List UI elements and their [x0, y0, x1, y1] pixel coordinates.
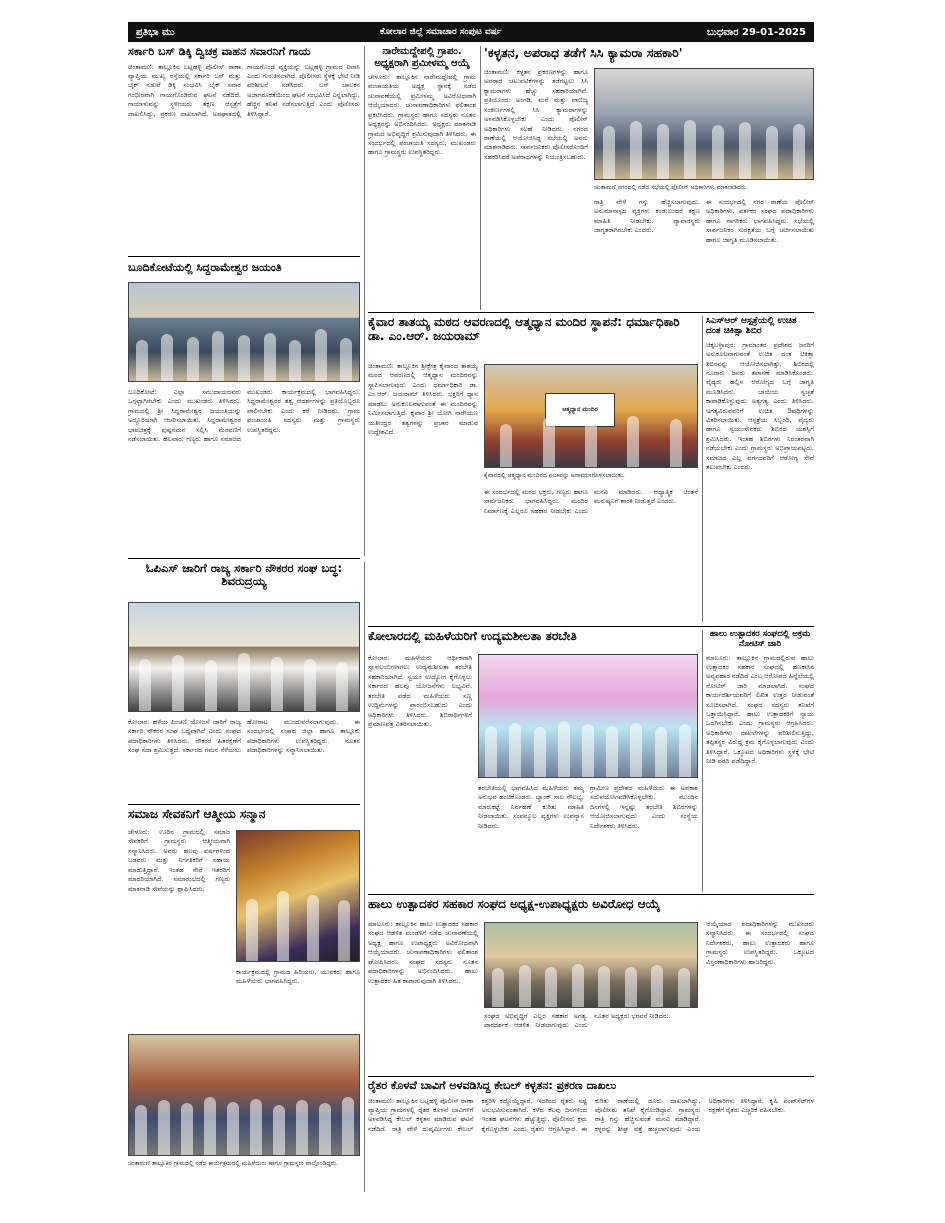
photo-felicitation	[128, 602, 360, 712]
paper-title: ಕೋಲಾರ ಜಿಲ್ಲೆ ಸಮಾಚಾರ ಸಂಪುಟ ವರ್ಷ	[380, 27, 502, 37]
column-divider	[364, 562, 365, 1192]
photo-police-meeting	[594, 68, 814, 180]
headline: ಸಮಾಜ ಸೇವಕನಿಗೆ ಆತ್ಮೀಯ ಸನ್ಮಾನ	[128, 808, 266, 821]
article-body-end: ಆಯ್ಕೆಯಾದ ಪದಾಧಿಕಾರಿಗಳನ್ನು ಮುಖಂಡರು ಸನ್ಮಾನಿಸಿದರು. ಈ ಸಂದರ್ಭದಲ್ಲಿ ಸಂಘದ ನಿರ್ದೇಶಕರು, ಹಾಲು ಉತ್ಪಾದಕರು ಹಾಗೂ ಗ್ರಾಮಸ್ಥರು ಉಪಸ್ಥಿತರಿದ್ದರು. ಒಕ್ಕೂಟದ ವಿಸ್ತರಣಾಧಿಕಾರಿಗಳು ಹಾಜರಿದ್ದರು.	[706, 920, 814, 966]
photo-elected-members	[484, 922, 698, 1008]
article-body-continued: ಕಾರ್ಯಕ್ರಮದಲ್ಲಿ ಗ್ರಾಮದ ಹಿರಿಯರು, ಯುವಕರು ಹಾಗೂ ಮಹಿಳೆಯರು ಭಾಗವಹಿಸಿದ್ದರು.	[236, 968, 360, 986]
article-body-end: ಈ ಸಂದರ್ಭದಲ್ಲಿ ನಗರ ಠಾಣೆಯ ಪೊಲೀಸ್ ಅಧಿಕಾರಿಗಳು, ವರ್ತಕರ ಸಂಘದ ಪದಾಧಿಕಾರಿಗಳು ಹಾಗೂ ನಾಗರಿಕರು ಭಾಗವಹಿಸಿದ್ದರು. ಸಭೆಯಲ್ಲಿ ಸಾರ್ವಜನಿಕರ ಸುರಕ್ಷತೆಯ ಬಗ್ಗೆ ಚರ್ಚಿಸಲಾಯಿತು ಹಾಗೂ ಜಾಗೃತಿ ಮೂಡಿಸಲಾಯಿತು.	[706, 198, 814, 244]
divider	[128, 558, 360, 559]
article-ops-employees-union	[128, 562, 360, 802]
article-body: ಚೇಳೂರು: ತಾಲ್ಲೂಕಿನ ನಾರೇಮದ್ದೇಪಲ್ಲಿ ಗ್ರಾಮ ಪಂಚಾಯತಿಯ ಅಧ್ಯಕ್ಷ ಸ್ಥಾನಕ್ಕೆ ನಡೆದ ಚುನಾವಣೆಯಲ್ಲಿ ಪ್ರಮೀಳಮ್ಮ ಅವಿರೋಧವಾಗಿ ಆಯ್ಕೆಯಾದರು. ಚುನಾವಣಾಧಿಕಾರಿಗಳು ಫಲಿತಾಂಶ ಪ್ರಕಟಿಸಿದರು. ಗ್ರಾಮಸ್ಥರು ಹಾಗೂ ಸದಸ್ಯರು ನೂತನ ಅಧ್ಯಕ್ಷರನ್ನು ಅಭಿನಂದಿಸಿದರು. ಅಧ್ಯಕ್ಷರು ಮಾತನಾಡಿ ಗ್ರಾಮದ ಅಭಿವೃದ್ಧಿಗೆ ಶ್ರಮಿಸುವುದಾಗಿ ತಿಳಿಸಿದರು. ಈ ಸಂದರ್ಭದಲ್ಲಿ ಪಂಚಾಯತಿ ಸದಸ್ಯರು, ಮುಖಂಡರು ಹಾಗೂ ಗ್ರಾಮಸ್ಥರು ಉಪಸ್ಥಿತರಿದ್ದರು.	[368, 73, 476, 157]
article-milk-society-notice	[706, 630, 814, 892]
headline: ಹಾಲು ಉತ್ಪಾದಕರ ಸಹಕಾರ ಸಂಘದ ಅಧ್ಯಕ್ಷ-ಉಪಾಧ್ಯಕ್ಷರು ಅವಿರೋಧ ಆಯ್ಕೆ	[368, 898, 661, 911]
headline: ಕೈವಾರ ತಾತಯ್ಯ ಮಠದ ಆವರಣದಲ್ಲಿ ಆತ್ಮಧ್ಯಾನ ಮಂದಿರ ಸ್ಥಾಪನೆ: ಧರ್ಮಾಧಿಕಾರಿ ಡಾ. ಎಂ.ಆರ್. ಜಯರಾಮ್	[368, 316, 680, 343]
column-divider	[480, 46, 481, 310]
article-body: ಚಿಂತಾಮಣಿ: ತಾಲ್ಲೂಕಿನ ಶ್ರೀಕ್ಷೇತ್ರ ಕೈವಾರದ ತಾತಯ್ಯ ಮಠದ ಆವರಣದಲ್ಲಿ ಆತ್ಮಧ್ಯಾನ ಮಂದಿರವನ್ನು ಸ್ಥಾಪಿಸಲಾಗುವುದು ಎಂದು ಧರ್ಮಾಧಿಕಾರಿ ಡಾ. ಎಂ.ಆರ್. ಜಯರಾಮ್ ತಿಳಿಸಿದರು. ಭಕ್ತರಿಗೆ ಧ್ಯಾನ ಮಾಡಲು ಅನುಕೂಲವಾಗುವಂತೆ ಈ ಮಂದಿರವನ್ನು ನಿರ್ಮಿಸಲಾಗುತ್ತಿದೆ. ಕೈವಾರ ಶ್ರೀ ಯೋಗಿ ನಾರೇಯಣ ಯತೀಂದ್ರರ ತತ್ವಗಳನ್ನು ಪ್ರಚಾರ ಮಾಡುವ ಉದ್ದೇಶವಿದೆ.	[368, 362, 478, 436]
column-divider	[364, 46, 365, 556]
headline: ನಾರೇಮದ್ದೇಪಲ್ಲಿ ಗ್ರಾಪಂ. ಅಧ್ಯಕ್ಷರಾಗಿ ಪ್ರಮೀಳಮ್ಮ ಆಯ್ಕೆ	[374, 46, 470, 69]
article-body: ಮಾಲೂರು: ತಾಲ್ಲೂಕಿನ ಹಾಲು ಉತ್ಪಾದಕರ ಸಹಕಾರ ಸಂಘದ ಆಡಳಿತ ಮಂಡಳಿಗೆ ನಡೆದ ಚುನಾವಣೆಯಲ್ಲಿ ಅಧ್ಯಕ್ಷ ಹಾಗೂ ಉಪಾಧ್ಯಕ್ಷರು ಅವಿರೋಧವಾಗಿ ಆಯ್ಕೆಯಾದರು. ಚುನಾವಣಾಧಿಕಾರಿಗಳು ಫಲಿತಾಂಶ ಘೋಷಿಸಿದರು. ಸಂಘದ ಸದಸ್ಯರು ನೂತನ ಪದಾಧಿಕಾರಿಗಳನ್ನು ಅಭಿನಂದಿಸಿದರು. ಹಾಲು ಉತ್ಪಾದಕರ ಹಿತ ಕಾಪಾಡುವುದಾಗಿ ತಿಳಿಸಿದರು.	[368, 920, 478, 985]
article-body: ಚೇಳೂರು: ಊರಿನ ಗ್ರಾಮದಲ್ಲಿ ಸಮಾಜ ಸೇವಕರಿಗೆ ಗ್ರಾಮಸ್ಥರು ಆತ್ಮೀಯವಾಗಿ ಸನ್ಮಾನಿಸಿದರು. ಅವರು ಹಲವು ವರ್ಷಗಳಿಂದ ಬಡವರು ಮತ್ತು ನಿರ್ಗತಿಕರಿಗೆ ಸಹಾಯ ಮಾಡುತ್ತಿದ್ದಾರೆ. ಇಂತಹ ಸೇವೆ ಇತರರಿಗೆ ಮಾದರಿಯಾಗಿದೆ. ಸಮಾರಂಭದಲ್ಲಿ ಗಣ್ಯರು ಮಾತನಾಡಿ ಸೇವೆಯನ್ನು ಶ್ಲಾಘಿಸಿದರು.	[128, 828, 230, 893]
divider	[368, 1076, 814, 1077]
date-label: ಬುಧವಾರ 29-01-2025	[706, 26, 806, 38]
article-women-entrepreneurship	[368, 630, 698, 892]
divider	[128, 804, 360, 805]
photo-women-gathering	[128, 1034, 360, 1156]
article-social-worker-felicitation	[128, 808, 360, 1192]
headline: ಸಿಎಸ್ಆರ್ ಆಸ್ಪತ್ರೆಯಲ್ಲಿ ಉಚಿತ ದಂತ ಚಿಕಿತ್ಸಾ ಶಿಬಿರ	[706, 316, 797, 337]
photo-procession	[128, 282, 360, 382]
article-body-continued: ತರಬೇತಿಯಲ್ಲಿ ಭಾಗವಹಿಸಿದ ಮಹಿಳೆಯರು ತಮ್ಮ ಅನುಭವ ಹಂಚಿಕೊಂಡರು. ಬ್ಯಾಂಕ್ ಸಾಲ ಸೌಲಭ್ಯ, ಮಾರುಕಟ್ಟೆ ನಿರ್ವಹಣೆ ಕುರಿತು ಮಾಹಿತಿ ನೀಡಲಾಯಿತು. ಸಂಪನ್ಮೂಲ ವ್ಯಕ್ತಿಗಳು ಉಪನ್ಯಾಸ ನೀಡಿದರು.	[478, 784, 584, 830]
poster-text: ಆತ್ಮಧ್ಯಾನ ಮಂದಿರ	[562, 406, 598, 413]
article-body-continued: ಈ ಸಂದರ್ಭದಲ್ಲಿ ಮಠದ ಭಕ್ತರು, ಗಣ್ಯರು ಹಾಗೂ ಸಾರ್ವಜನಿಕರು ಭಾಗವಹಿಸಿದ್ದರು. ಮಂದಿರ ನಿರ್ಮಾಣಕ್ಕೆ ಎಲ್ಲರೂ ಸಹಕಾರ ನೀಡಬೇಕು ಎಂದು ಮನವಿ ಮಾಡಿದರು. ಆಧ್ಯಾತ್ಮಿಕ ಚಿಂತನೆ ಮನುಷ್ಯನಿಗೆ ಶಾಂತಿ ನೀಡುತ್ತದೆ ಎಂದರು.	[484, 488, 698, 515]
photo-caption: ಚಿಂತಾಮಣಿ ನಗರದಲ್ಲಿ ನಡೆದ ಸಭೆಯಲ್ಲಿ ಪೊಲೀಸ್ ಅಧಿಕಾರಿಗಳು ಮಾತನಾಡಿದರು.	[594, 184, 748, 191]
article-body: ಚಿಂತಾಮಣಿ: ತಾಲ್ಲೂಕಿನ ಬಟ್ಲಹಳ್ಳಿ ಪೊಲೀಸ್ ಠಾಣಾ ವ್ಯಾಪ್ತಿಯ ಗ್ರಾಮಗಳಲ್ಲಿ ರೈತರ ಕೊಳವೆ ಬಾವಿಗಳಿಗೆ ಅಳವಡಿಸಿದ್ದ ಕೇಬಲ್ ಕಳ್ಳತನ ಮಾಡಿರುವ ಘಟನೆ ನಡೆದಿದೆ. ರಾತ್ರಿ ವೇಳೆ ದುಷ್ಕರ್ಮಿಗಳು ಕೇಬಲ್ ಕತ್ತರಿಸಿ ಕದ್ದೊಯ್ದಿದ್ದಾರೆ. ಇದರಿಂದ ರೈತರು ನಷ್ಟ ಅನುಭವಿಸುವಂತಾಗಿದೆ. ಕಳೆದ ಕೆಲವು ದಿನಗಳಿಂದ ಇಂತಹ ಘಟನೆಗಳು ಹೆಚ್ಚುತ್ತಿದ್ದು, ಪೊಲೀಸರು ಕ್ರಮ ಕೈಗೊಳ್ಳಬೇಕು ಎಂದು ರೈತರು ಆಗ್ರಹಿಸಿದ್ದಾರೆ. ಈ ಕುರಿತು ಠಾಣೆಯಲ್ಲಿ ದೂರು ದಾಖಲಾಗಿದ್ದು, ಪೊಲೀಸರು ತನಿಖೆ ಕೈಗೊಂಡಿದ್ದಾರೆ. ಗ್ರಾಮಸ್ಥರು ರಾತ್ರಿ ಗಸ್ತು ಹೆಚ್ಚಿಸುವಂತೆ ಮನವಿ ಮಾಡಿದ್ದಾರೆ. ಕಳ್ಳರನ್ನು ಶೀಘ್ರ ಪತ್ತೆ ಹಚ್ಚಲಾಗುವುದು ಎಂದು ಅಧಿಕಾರಿಗಳು ತಿಳಿಸಿದ್ದಾರೆ. ಕೃಷಿ ಪಂಪ್‌ಸೆಟ್‌ಗಳ ರಕ್ಷಣೆಗೆ ರೈತರು ಎಚ್ಚರಿಕೆ ವಹಿಸಬೇಕು.	[368, 1096, 814, 1133]
divider	[128, 256, 360, 257]
article-cable-theft	[368, 1080, 814, 1192]
article-body-end: ಗ್ರಾಮೀಣ ಪ್ರದೇಶದ ಮಹಿಳೆಯರು ಈ ಅವಕಾಶ ಸದುಪಯೋಗಪಡಿಸಿಕೊಳ್ಳಬೇಕು. ಮುಂದಿನ ದಿನಗಳಲ್ಲಿ ಇನ್ನಷ್ಟು ತರಬೇತಿ ಶಿಬಿರಗಳನ್ನು ಆಯೋಜಿಸಲಾಗುವುದು ಎಂದು ಸಂಸ್ಥೆಯ ನಿರ್ದೇಶಕರು ತಿಳಿಸಿದರು.	[590, 784, 698, 830]
article-dental-camp	[706, 316, 814, 624]
headline: ಹಾಲು ಉತ್ಪಾದಕರ ಸಂಘದಲ್ಲಿ ಅಕ್ರಮ ನೋಟಿಸ್ ಜಾರಿ	[709, 630, 811, 649]
masthead	[128, 22, 814, 42]
headline: ಕೋಲಾರದಲ್ಲಿ ಮಹಿಳೆಯರಿಗೆ ಉದ್ಯಮಶೀಲತಾ ತರಬೇತಿ	[368, 630, 577, 643]
photo-meditation-hall-unveiling	[484, 364, 698, 468]
article-bus-accident	[128, 46, 360, 254]
article-body: ಕೋಲಾರ: ಮಹಿಳೆಯರು ಆರ್ಥಿಕವಾಗಿ ಸ್ವಾವಲಂಬಿಗಳಾಗಲು ಉದ್ಯಮಶೀಲತಾ ತರಬೇತಿ ಸಹಕಾರಿಯಾಗಿದೆ. ಸ್ವಯಂ ಉದ್ಯೋಗ ಕೈಗೊಳ್ಳಲು ಸರ್ಕಾರದ ಹಲವು ಯೋಜನೆಗಳು ಲಭ್ಯವಿವೆ. ತರಬೇತಿ ಪಡೆದ ಮಹಿಳೆಯರು ಸಣ್ಣ ಉದ್ದಿಮೆಗಳನ್ನು ಪ್ರಾರಂಭಿಸಬಹುದು ಎಂದು ಅಧಿಕಾರಿಗಳು ತಿಳಿಸಿದರು. ಶಿಬಿರಾರ್ಥಿಗಳಿಗೆ ಪ್ರಮಾಣಪತ್ರ ವಿತರಿಸಲಾಯಿತು.	[368, 654, 472, 728]
newspaper-page	[128, 22, 814, 1192]
divider	[368, 312, 814, 313]
photo-training-certificates	[478, 654, 698, 778]
headline: ರೈತರ ಕೊಳವೆ ಬಾವಿಗೆ ಅಳವಡಿಸಿದ್ದ ಕೇಬಲ್ ಕಳ್ಳತನ: ಪ್ರಕರಣ ದಾಖಲು	[368, 1080, 617, 1092]
article-body: ಚಿಂತಾಮಣಿ: ತಾಲ್ಲೂಕಿನ ಬಟ್ಲಹಳ್ಳಿ ಪೊಲೀಸ್ ಠಾಣಾ ವ್ಯಾಪ್ತಿಯ ಮುಖ್ಯ ರಸ್ತೆಯಲ್ಲಿ ಸರ್ಕಾರಿ ಬಸ್ ಮತ್ತು ಬೈಕ್ ನಡುವೆ ಡಿಕ್ಕಿ ಸಂಭವಿಸಿ ಬೈಕ್ ಸವಾರ ಗಂಭೀರವಾಗಿ ಗಾಯಗೊಂಡಿರುವ ಘಟನೆ ನಡೆದಿದೆ. ಗಾಯಾಳುವನ್ನು ಸ್ಥಳೀಯರು ತಕ್ಷಣ ಆಸ್ಪತ್ರೆಗೆ ದಾಖಲಿಸಿದ್ದು, ಪ್ರಕರಣ ದಾಖಲಾಗಿದೆ. ಅಪಘಾತದಲ್ಲಿ ಗಾಯಗೊಂಡ ವ್ಯಕ್ತಿಯನ್ನು ಬಟ್ಲಹಳ್ಳಿ ಗ್ರಾಮದ ನಿವಾಸಿ ಎಂದು ಗುರುತಿಸಲಾಗಿದೆ. ಪೊಲೀಸರು ಸ್ಥಳಕ್ಕೆ ಭೇಟಿ ನೀಡಿ ಪರಿಶೀಲನೆ ನಡೆಸಿದರು. ಬಸ್ ಚಾಲಕನ ಅಜಾಗರೂಕತೆಯಿಂದ ಘಟನೆ ಸಂಭವಿಸಿದೆ ಎನ್ನಲಾಗಿದ್ದು, ಹೆಚ್ಚಿನ ತನಿಖೆ ನಡೆಸಲಾಗುತ್ತಿದೆ ಎಂದು ಪೊಲೀಸರು ತಿಳಿಸಿದ್ದಾರೆ.	[128, 62, 360, 118]
article-body: ಬೂದಿಕೋಟೆ: ಎಲ್ಲಾ ಸಮುದಾಯದವರು ಒಗ್ಗಟ್ಟಾಗಿರಬೇಕು ಎಂದು ಮುಖಂಡರು ತಿಳಿಸಿದರು. ಗ್ರಾಮದಲ್ಲಿ ಶ್ರೀ ಸಿದ್ದರಾಮೇಶ್ವರ ಜಯಂತಿಯನ್ನು ಅದ್ದೂರಿಯಾಗಿ ಆಚರಿಸಲಾಯಿತು. ಸಿದ್ದರಾಮೇಶ್ವರರ ಭಾವಚಿತ್ರಕ್ಕೆ ಪುಷ್ಪನಮನ ಸಲ್ಲಿಸಿ ಮೆರವಣಿಗೆ ನಡೆಸಲಾಯಿತು. ಹಲವಾರು ಗಣ್ಯರು ಹಾಗೂ ಸಮಾಜದ ಮುಖಂಡರು ಕಾರ್ಯಕ್ರಮದಲ್ಲಿ ಭಾಗವಹಿಸಿದ್ದರು. ಸಿದ್ದರಾಮೇಶ್ವರರ ತತ್ವ ಆದರ್ಶಗಳನ್ನು ಪ್ರತಿಯೊಬ್ಬರೂ ಪಾಲಿಸಬೇಕು ಎಂದು ಕರೆ ನೀಡಿದರು. ಗ್ರಾಮ ಪಂಚಾಯತಿ ಸದಸ್ಯರು ಮತ್ತು ಗ್ರಾಮಸ್ಥರು ಉಪಸ್ಥಿತರಿದ್ದರು.	[128, 388, 360, 444]
article-milk-society-election	[368, 898, 814, 1074]
headline: 'ಕಳ್ಳತನ, ಅಪರಾಧ ತಡೆಗೆ ಸಿಸಿ ಕ್ಯಾಮರಾ ಸಹಕಾರಿ'	[484, 46, 683, 60]
article-body: ಕೋಲಾರ: ಹಳೆಯ ಪಿಂಚಣಿ ಯೋಜನೆ ಜಾರಿಗೆ ರಾಜ್ಯ ಸರ್ಕಾರಿ ನೌಕರರ ಸಂಘ ಬದ್ಧವಾಗಿದೆ ಎಂದು ಸಂಘದ ಪದಾಧಿಕಾರಿಗಳು ತಿಳಿಸಿದರು. ನೌಕರರ ಹಿತರಕ್ಷಣೆಗೆ ಸಂಘ ಸದಾ ಶ್ರಮಿಸುತ್ತದೆ. ಸರ್ಕಾರದ ಗಮನ ಸೆಳೆಯಲು ಹೋರಾಟ ಮುಂದುವರೆಸಲಾಗುವುದು. ಈ ಸಂದರ್ಭದಲ್ಲಿ ಸಂಘದ ಜಿಲ್ಲಾ ಹಾಗೂ ತಾಲ್ಲೂಕು ಪದಾಧಿಕಾರಿಗಳು ಉಪಸ್ಥಿತರಿದ್ದರು. ನೂತನ ಪದಾಧಿಕಾರಿಗಳನ್ನು ಸನ್ಮಾನಿಸಲಾಯಿತು.	[128, 718, 360, 755]
headline: ಓಪಿಎಸ್ ಜಾರಿಗೆ ರಾಜ್ಯ ಸರ್ಕಾರಿ ನೌಕರರ ಸಂಘ ಬದ್ಧ: ಶಿವರುದ್ರಯ್ಯ	[145, 562, 343, 589]
divider	[368, 626, 814, 627]
headline: ಬೂದಿಕೋಟೆಯಲ್ಲಿ ಸಿದ್ದರಾಮೇಶ್ವರ ಜಯಂತಿ	[128, 261, 282, 274]
divider	[368, 894, 814, 895]
article-gram-panchayat-president	[368, 46, 476, 310]
article-body: ಚಿಂತಾಮಣಿ: ಕಳ್ಳತನ ಪ್ರಕರಣಗಳನ್ನು ಹಾಗೂ ಅಪರಾಧ ಚಟುವಟಿಕೆಗಳನ್ನು ತಡೆಗಟ್ಟಲು ಸಿಸಿ ಕ್ಯಾಮರಾಗಳು ಹೆಚ್ಚು ಸಹಕಾರಿಯಾಗಿವೆ. ಪ್ರತಿಯೊಂದು ಅಂಗಡಿ, ಮನೆ ಮತ್ತು ವಾಣಿಜ್ಯ ಸಂಕೀರ್ಣಗಳಲ್ಲಿ ಸಿಸಿ ಕ್ಯಾಮರಾಗಳನ್ನು ಅಳವಡಿಸಿಕೊಳ್ಳಬೇಕು ಎಂದು ಪೊಲೀಸ್ ಅಧಿಕಾರಿಗಳು ಸಲಹೆ ನೀಡಿದರು. ನಗರದ ಠಾಣೆಯಲ್ಲಿ ಆಯೋಜಿಸಿದ್ದ ಸಭೆಯಲ್ಲಿ ಅವರು ಮಾತನಾಡಿದರು. ಸಾರ್ವಜನಿಕರು ಪೊಲೀಸರೊಂದಿಗೆ ಸಹಕರಿಸಿದರೆ ಅಪರಾಧಗಳನ್ನು ನಿಯಂತ್ರಿಸಬಹುದು.	[484, 68, 588, 161]
article-siddarameshwara-jayanthi	[128, 260, 360, 556]
article-kaivara-meditation-hall	[368, 316, 698, 624]
photo-caption: ಕೈವಾರದಲ್ಲಿ ಆತ್ಮಧ್ಯಾನ ಮಂದಿರದ ಫಲಕವನ್ನು ಅನಾವರಣಗೊಳಿಸಲಾಯಿತು.	[484, 472, 625, 479]
photo-caption: ಚಿಂತಾಮಣಿ ತಾಲ್ಲೂಕಿನ ಗ್ರಾಮದಲ್ಲಿ ನಡೆದ ಕಾರ್ಯಕ್ರಮದಲ್ಲಿ ಮಹಿಳೆಯರು ಹಾಗೂ ಗ್ರಾಮಸ್ಥರು ಪಾಲ್ಗೊಂಡಿದ್ದರು.	[128, 1160, 338, 1167]
column-divider	[702, 630, 703, 892]
page-label: ಪ್ರತಿಭಾ ಮು	[136, 26, 175, 38]
article-body: ಚಿಕ್ಕಬಳ್ಳಾಪುರ: ಗ್ರಾಮಾಂತರ ಪ್ರದೇಶದ ಜನರಿಗೆ ಅನುಕೂಲವಾಗುವಂತೆ ಉಚಿತ ದಂತ ಚಿಕಿತ್ಸಾ ಶಿಬಿರವನ್ನು ಆಯೋಜಿಸಲಾಗಿತ್ತು. ಶಿಬಿರದಲ್ಲಿ ನೂರಾರು ಜನರು ತಪಾಸಣೆ ಮಾಡಿಸಿಕೊಂಡರು. ವೈದ್ಯರು ಹಲ್ಲಿನ ಆರೋಗ್ಯದ ಬಗ್ಗೆ ಜಾಗೃತಿ ಮೂಡಿಸಿದರು. ಬಾಯಿಯ ಸ್ವಚ್ಛತೆ ಕಾಪಾಡಿಕೊಳ್ಳುವುದು ಅತ್ಯಗತ್ಯ ಎಂದು ತಿಳಿಸಿದರು. ಅಗತ್ಯವಿರುವವರಿಗೆ ಉಚಿತ ಔಷಧಿಗಳನ್ನು ವಿತರಿಸಲಾಯಿತು. ಆಸ್ಪತ್ರೆಯ ಸಿಬ್ಬಂದಿ, ವೈದ್ಯರು ಹಾಗೂ ಸ್ವಯಂಸೇವಕರು ಶಿಬಿರದ ಯಶಸ್ಸಿಗೆ ಶ್ರಮಿಸಿದರು. ಇಂತಹ ಶಿಬಿರಗಳು ನಿರಂತರವಾಗಿ ನಡೆಯಬೇಕು ಎಂದು ಗ್ರಾಮಸ್ಥರು ಅಭಿಪ್ರಾಯಪಟ್ಟರು. ಸಮಾಜದ ಎಲ್ಲ ವರ್ಗದವರಿಗೆ ಆರೋಗ್ಯ ಸೇವೆ ತಲುಪಬೇಕು ಎಂದರು.	[706, 340, 814, 472]
headline: ಸರ್ಕಾರಿ ಬಸ್ ಡಿಕ್ಕಿ ದ್ವಿಚಕ್ರ ವಾಹನ ಸವಾರನಿಗೆ ಗಾಯ	[128, 46, 311, 58]
column-divider	[702, 316, 703, 622]
article-body-continued: ರಾತ್ರಿ ವೇಳೆ ಗಸ್ತು ಹೆಚ್ಚಿಸಲಾಗುವುದು. ಅನುಮಾನಾಸ್ಪದ ವ್ಯಕ್ತಿಗಳು ಕಂಡುಬಂದರೆ ತಕ್ಷಣ ಮಾಹಿತಿ ನೀಡಬೇಕು. ವ್ಯಾಪಾರಸ್ಥರು ಜಾಗೃತರಾಗಿರಬೇಕು ಎಂದರು.	[594, 198, 700, 235]
article-body: ಮಾಲೂರು: ತಾಲ್ಲೂಕಿನ ಗ್ರಾಮದಲ್ಲಿರುವ ಹಾಲು ಉತ್ಪಾದಕರ ಸಹಕಾರ ಸಂಘದಲ್ಲಿ ಹಣಕಾಸಿನ ಅವ್ಯವಹಾರ ನಡೆದಿದೆ ಎಂಬ ಆರೋಪದ ಹಿನ್ನೆಲೆಯಲ್ಲಿ ನೋಟಿಸ್ ಜಾರಿ ಮಾಡಲಾಗಿದೆ. ಸಂಘದ ಕಾರ್ಯದರ್ಶಿಯವರಿಗೆ ಲಿಖಿತ ಉತ್ತರ ನೀಡುವಂತೆ ಸೂಚಿಸಲಾಗಿದೆ. ಸಂಘದ ಸದಸ್ಯರು ತನಿಖೆಗೆ ಒತ್ತಾಯಿಸಿದ್ದಾರೆ. ಹಾಲು ಉತ್ಪಾದಕರಿಗೆ ನ್ಯಾಯ ಒದಗಿಸಬೇಕು ಎಂದು ಗ್ರಾಮಸ್ಥರು ಆಗ್ರಹಿಸಿದರು. ಅಧಿಕಾರಿಗಳು ದಾಖಲೆಗಳನ್ನು ಪರಿಶೀಲಿಸುತ್ತಿದ್ದು, ತಪ್ಪಿತಸ್ಥರ ವಿರುದ್ಧ ಕ್ರಮ ಕೈಗೊಳ್ಳಲಾಗುವುದು ಎಂದು ತಿಳಿಸಿದ್ದಾರೆ. ಒಕ್ಕೂಟದ ಅಧಿಕಾರಿಗಳು ಸ್ಥಳಕ್ಕೆ ಭೇಟಿ ನೀಡಿ ವರದಿ ಪಡೆದಿದ್ದಾರೆ.	[706, 653, 814, 766]
article-cctv-camera	[484, 46, 814, 310]
article-body-continued: ಸಂಘದ ಅಭಿವೃದ್ಧಿಗೆ ಎಲ್ಲರ ಸಹಕಾರ ಅಗತ್ಯ. ಪಾರದರ್ಶಕ ಆಡಳಿತ ನೀಡಲಾಗುವುದು ಎಂದು ನೂತನ ಅಧ್ಯಕ್ಷರು ಭರವಸೆ ನೀಡಿದರು.	[484, 1012, 671, 1030]
photo-social-worker	[236, 830, 360, 962]
